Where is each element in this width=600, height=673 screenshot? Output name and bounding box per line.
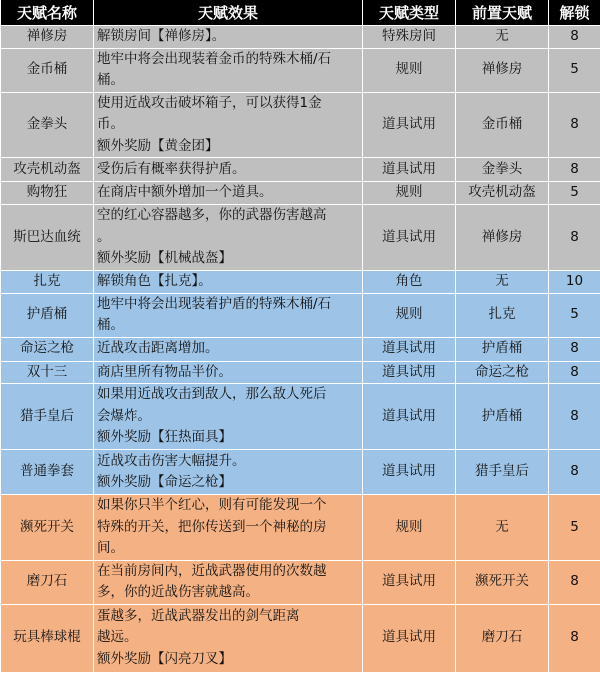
table-row	[1, 26, 600, 49]
talent-unlock: 8	[549, 92, 600, 158]
effect-line: 越远。	[97, 627, 359, 649]
table-row	[1, 450, 600, 495]
table-row	[1, 92, 600, 158]
header-name: 天赋名称	[1, 0, 94, 26]
talent-unlock: 5	[549, 182, 600, 205]
talent-name: 双十三	[1, 361, 94, 384]
table-row	[1, 560, 600, 604]
effect-line: 如果你只半个红心，则有可能发现一个	[97, 495, 359, 517]
talent-name: 购物狂	[1, 182, 94, 205]
table-row	[1, 270, 600, 293]
effect-line: 额外奖励【黄金团】	[97, 136, 359, 158]
talent-type: 道具试用	[363, 604, 456, 672]
talent-unlock: 5	[549, 48, 600, 92]
effect-line: 会爆炸。	[97, 406, 359, 428]
effect-line: 地牢中将会出现装着金币的特殊木桶/石	[97, 49, 359, 71]
talent-type: 道具试用	[363, 92, 456, 158]
talent-name: 普通拳套	[1, 450, 94, 495]
header-effect: 天赋效果	[94, 0, 363, 26]
table-row	[1, 48, 600, 92]
talent-prereq: 攻壳机动盔	[456, 182, 549, 205]
talent-effect	[94, 270, 363, 293]
talent-prereq: 护盾桶	[456, 384, 549, 450]
talent-type: 道具试用	[363, 384, 456, 450]
talent-type: 道具试用	[363, 361, 456, 384]
talent-effect	[94, 337, 363, 361]
talent-prereq: 磨刀石	[456, 604, 549, 672]
talent-prereq: 猎手皇后	[456, 450, 549, 495]
talent-name: 濒死开关	[1, 495, 94, 561]
table-row	[1, 337, 600, 361]
talent-effect	[94, 450, 363, 495]
talent-effect	[94, 48, 363, 92]
talent-prereq: 禅修房	[456, 48, 549, 92]
effect-line: 使用近战攻击破坏箱子，可以获得1金	[97, 93, 359, 115]
talent-effect	[94, 361, 363, 384]
effect-line: 如果用近战攻击到敌人，那么敌人死后	[97, 384, 359, 406]
talent-prereq: 无	[456, 495, 549, 561]
talent-unlock: 5	[549, 293, 600, 337]
talent-unlock: 8	[549, 26, 600, 49]
talent-name: 斯巴达血统	[1, 205, 94, 271]
effect-line: 特殊的开关，把你传送到一个神秘的房	[97, 517, 359, 539]
talent-type: 道具试用	[363, 337, 456, 361]
effect-line: 。	[97, 227, 359, 249]
talent-name: 扎克	[1, 270, 94, 293]
talent-prereq: 金拳头	[456, 158, 549, 182]
talent-effect	[94, 92, 363, 158]
table-row	[1, 158, 600, 182]
effect-line: 额外奖励【狂热面具】	[97, 427, 359, 449]
talent-name: 磨刀石	[1, 560, 94, 604]
talent-effect	[94, 495, 363, 561]
talent-unlock: 8	[549, 337, 600, 361]
effect-line: 地牢中将会出现装着护盾的特殊木桶/石	[97, 294, 359, 316]
effect-line: 额外奖励【命运之枪】	[97, 472, 359, 494]
talent-effect	[94, 293, 363, 337]
talent-unlock: 5	[549, 495, 600, 561]
talent-type: 规则	[363, 182, 456, 205]
effect-line: 额外奖励【闪亮刀叉】	[97, 649, 359, 671]
talent-type: 特殊房间	[363, 26, 456, 49]
effect-line: 桶。	[97, 315, 359, 337]
effect-line: 额外奖励【机械战盔】	[97, 248, 359, 270]
effect-line: 蛋越多，近战武器发出的剑气距离	[97, 606, 359, 628]
talent-name: 护盾桶	[1, 293, 94, 337]
talent-type: 道具试用	[363, 205, 456, 271]
effect-line: 近战攻击伤害大幅提升。	[97, 451, 359, 473]
talent-unlock: 8	[549, 560, 600, 604]
talent-name: 金拳头	[1, 92, 94, 158]
table-row	[1, 293, 600, 337]
effect-line: 近战攻击距离增加。	[97, 338, 359, 360]
talent-effect	[94, 604, 363, 672]
talent-unlock: 8	[549, 604, 600, 672]
header-type: 天赋类型	[363, 0, 456, 26]
talent-prereq: 无	[456, 270, 549, 293]
talent-effect	[94, 560, 363, 604]
talent-unlock: 8	[549, 205, 600, 271]
talent-unlock: 10	[549, 270, 600, 293]
talent-type: 规则	[363, 48, 456, 92]
effect-line: 在商店中额外增加一个道具。	[97, 182, 359, 204]
talent-effect	[94, 384, 363, 450]
talent-prereq: 护盾桶	[456, 337, 549, 361]
table-row	[1, 384, 600, 450]
talent-name: 猎手皇后	[1, 384, 94, 450]
talent-effect	[94, 205, 363, 271]
talent-type: 规则	[363, 495, 456, 561]
table-row	[1, 361, 600, 384]
talent-unlock: 8	[549, 158, 600, 182]
talent-unlock: 8	[549, 361, 600, 384]
talent-effect	[94, 158, 363, 182]
header-unlock: 解锁	[549, 0, 600, 26]
talent-name: 禅修房	[1, 26, 94, 49]
talent-type: 道具试用	[363, 560, 456, 604]
table-row	[1, 182, 600, 205]
header-prereq: 前置天赋	[456, 0, 549, 26]
effect-line: 商店里所有物品半价。	[97, 362, 359, 384]
talent-unlock: 8	[549, 450, 600, 495]
talent-prereq: 禅修房	[456, 205, 549, 271]
talent-type: 道具试用	[363, 158, 456, 182]
header-row	[1, 0, 600, 26]
talent-prereq: 命运之枪	[456, 361, 549, 384]
talent-name: 玩具棒球棍	[1, 604, 94, 672]
effect-line: 解锁房间【禅修房】。	[97, 26, 359, 48]
talent-name: 金币桶	[1, 48, 94, 92]
talent-type: 道具试用	[363, 450, 456, 495]
talent-unlock: 8	[549, 384, 600, 450]
talent-name: 攻壳机动盔	[1, 158, 94, 182]
effect-line: 多，你的近战伤害就越高。	[97, 582, 359, 604]
talent-prereq: 金币桶	[456, 92, 549, 158]
talent-type: 角色	[363, 270, 456, 293]
talent-prereq: 无	[456, 26, 549, 49]
effect-line: 币。	[97, 114, 359, 136]
effect-line: 间。	[97, 538, 359, 560]
table-row	[1, 205, 600, 271]
talent-type: 规则	[363, 293, 456, 337]
effect-line: 在当前房间内，近战武器使用的次数越	[97, 561, 359, 583]
table-body	[1, 26, 600, 673]
talent-effect	[94, 26, 363, 49]
effect-line: 桶。	[97, 70, 359, 92]
talent-name: 命运之枪	[1, 337, 94, 361]
effect-line: 受伤后有概率获得护盾。	[97, 159, 359, 181]
effect-line: 解锁角色【扎克】。	[97, 271, 359, 293]
effect-line: 空的红心容器越多，你的武器伤害越高	[97, 205, 359, 227]
talent-prereq: 濒死开关	[456, 560, 549, 604]
table-row	[1, 495, 600, 561]
talent-effect	[94, 182, 363, 205]
table-row	[1, 604, 600, 672]
talent-prereq: 扎克	[456, 293, 549, 337]
